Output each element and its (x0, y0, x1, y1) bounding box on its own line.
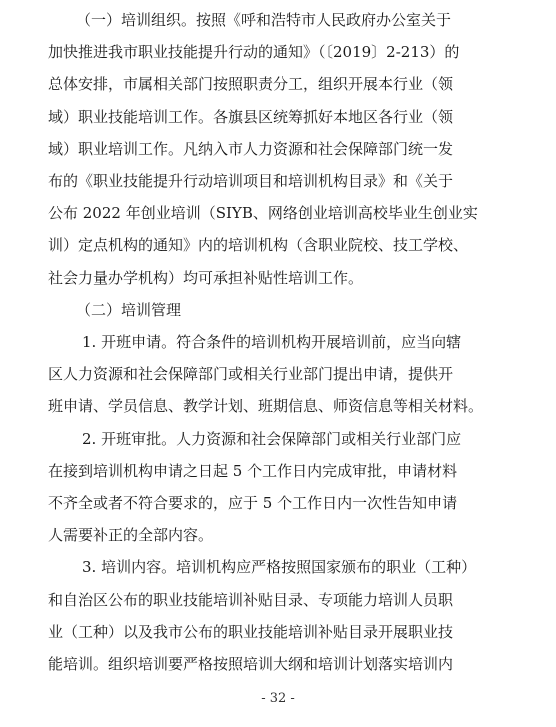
text-line-content: 域）职业技能培训工作。各旗县区统筹抓好本地区各行业（领 (48, 107, 454, 126)
text-line (0, 423, 556, 455)
text-line (0, 616, 556, 648)
text-line-content: 能培训。组织培训要严格按照培训大纲和培训计划落实培训内 (48, 655, 454, 673)
text-line (0, 326, 556, 358)
text-line-content: 域）职业培训工作。凡纳入市人力资源和社会保障部门统一发 (48, 139, 454, 158)
text-line-content: 业（工种）以及我市公布的职业技能培训补贴目录开展职业技 (48, 622, 454, 641)
text-line (0, 648, 556, 680)
text-line (0, 133, 556, 165)
text-line (0, 229, 556, 261)
text-line (0, 36, 556, 68)
text-line (0, 68, 556, 100)
text-line (0, 390, 556, 422)
section-heading-text: （二）培训管理 (76, 300, 182, 319)
text-line-content: 布的《职业技能提升行动培训项目和培训机构目录》和《关于 (48, 172, 454, 190)
text-line-content: 和自治区公布的职业技能培训补贴目录、专项能力培训人员职 (48, 590, 454, 609)
text-line-content: 加快推进我市职业技能提升行动的通知》（〔2019〕2-213）的 (48, 43, 460, 62)
text-line (0, 262, 556, 294)
text-line-content: 不齐全或者不符合要求的，应于 5 个工作日内一次性告知申请 (48, 494, 458, 512)
text-line-content: 区人力资源和社会保障部门或相关行业部门提出申请，提供开 (48, 365, 454, 384)
text-line-content: 班申请、学员信息、教学计划、班期信息、师资信息等相关材料。 (48, 397, 484, 416)
text-line-content: 2. 开班审批。人力资源和社会保障部门或相关行业部门应 (82, 429, 462, 448)
section-heading (0, 294, 556, 326)
text-line-content: 公布 2022 年创业培训（SIYB、网络创业培训高校毕业生创业实 (48, 204, 478, 223)
text-line-content: 社会力量办学机构）均可承担补贴性培训工作。 (48, 268, 364, 287)
text-line-content: （一）培训组织。按照《呼和浩特市人民政府办公室关于 (76, 11, 452, 29)
text-line (0, 519, 556, 551)
page-number: - 32 - (261, 691, 295, 706)
text-line (0, 4, 556, 36)
text-line (0, 358, 556, 390)
text-line-content: 训）定点机构的通知》内的培训机构（含职业院校、技工学校、 (48, 236, 469, 255)
text-line-content: 1. 开班申请。符合条件的培训机构开展培训前，应当向辖 (82, 333, 462, 351)
text-line-content: 在接到培训机构申请之日起 5 个工作日内完成审批，申请材料 (48, 461, 458, 480)
text-line-content: 人需要补正的全部内容。 (48, 526, 214, 545)
text-line (0, 487, 556, 519)
text-line (0, 584, 556, 616)
text-line (0, 197, 556, 229)
text-line (0, 455, 556, 487)
text-line (0, 165, 556, 197)
text-line-content: 3. 培训内容。培训机构应严格按照国家颁布的职业（工种） (82, 558, 477, 577)
text-line (0, 551, 556, 583)
text-line-content: 总体安排，市属相关部门按照职责分工，组织开展本行业（领 (48, 75, 454, 94)
text-line (0, 101, 556, 133)
